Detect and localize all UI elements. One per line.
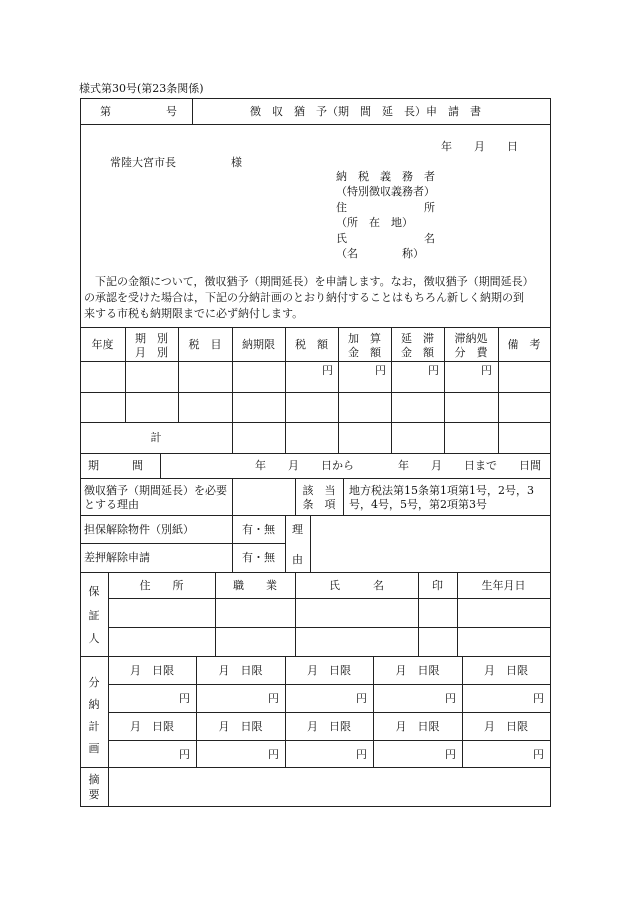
reason-label: 徴収猶予（期間延長）を必要 xyxy=(84,484,227,497)
statement-line-1: 下記の金額について，徴収猶予（期間延長）を申請します。なお，徴収猶予（期間延長） xyxy=(84,275,534,288)
col-late-fee: 延 滞 xyxy=(401,332,434,345)
period-range: 年 月 日から 年 月 日まで 日間 xyxy=(255,459,541,472)
frame-right xyxy=(550,98,551,806)
installment-yen: 円 xyxy=(356,748,367,761)
summary-label: 摘 xyxy=(88,773,100,786)
col-disposition-fee: 滞納処 xyxy=(454,332,488,345)
seizure-release-label: 差押解除申請 xyxy=(84,551,150,564)
installment-deadline: 月 日限 xyxy=(484,720,528,733)
application-number: 第 号 xyxy=(100,105,177,118)
application-date: 年 月 日 xyxy=(441,140,518,153)
special-collector-label: （特別徴収義務者） xyxy=(336,185,435,198)
installment-yen: 円 xyxy=(179,748,190,761)
yen-unit: 円 xyxy=(428,364,439,377)
period-label: 期 間 xyxy=(88,459,143,472)
installment-yen: 円 xyxy=(533,692,544,705)
installment-plan-label: 分 xyxy=(88,676,100,689)
recipient: 常陸大宮市長 様 xyxy=(110,156,242,169)
col-remarks: 備 考 xyxy=(507,338,541,351)
col-period: 期 別 xyxy=(135,332,168,345)
frame-bottom xyxy=(80,806,551,807)
col-due-date: 納期限 xyxy=(242,338,275,351)
statement-line-2: の承認を受けた場合は，下記の分納計画のとおり納付することはもちろん新しく納期の到 xyxy=(84,291,524,304)
tax-deferral-application-form: 様式第30号(第23条関係) 第 号 徴 収 猶 予（期 間 延 長）申 請 書 年 月 日 常陸大宮市長 様 納 税 義 務 者 （特別徴収義務者） 住 所 （所 在 地） 氏 名 （名 称） 下記の金額について，徴収猶予（期間延長）を申請します。なお，徴収猶予（期間延長） の承認を受けた場合は，下記の分納計画のとおり納付することはもちろん新しく納期の到 来する市税も納期限までに必ず納付します。 年度 期 別 月 別 税 目 納期限 税 額 加 算 金 額 延 滞 金 額 滞納処 分 費 備 考 円 円 円 円 計 期 間 年 月 日から 年 月 日まで 日間 徴収猶予（期間延長）を必要 とする理由 該 当 条 項 地方税法第15条第1項第1号，2号，3 号，4号，5号，第2項第3号 担保解除物件（別紙） 有・無 差押解除申請 有・無 理 由 保 証 人 住 所 職 業 氏 名 印 生年月日 分 納 計 画 月 日限 月 日限 月 日限 月 日限 月 日限 円 円 円 円 円 月 日限 月 日限 月 日限 月 日限 月 日限 円 円 円 円 円 摘 要 xyxy=(0,0,630,903)
applicable-clause-label: 該 当 xyxy=(302,484,336,497)
address-label: 住 所 xyxy=(336,201,435,214)
installment-deadline: 月 日限 xyxy=(218,720,263,733)
installment-yen: 円 xyxy=(533,748,544,761)
col-tax-amount: 税 額 xyxy=(295,338,328,351)
form-title: 徴 収 猶 予（期 間 延 長）申 請 書 xyxy=(250,105,481,118)
law-reference: 地方税法第15条第1項第1号，2号，3 xyxy=(349,484,534,497)
col-tax-item: 税 目 xyxy=(188,338,222,351)
guarantor-col-birthdate: 生年月日 xyxy=(481,579,526,592)
name-label: 氏 名 xyxy=(336,232,435,245)
release-reason-label: 理 xyxy=(292,523,303,536)
taxpayer-label: 納 税 義 務 者 xyxy=(336,170,435,183)
seizure-yes-no: 有・無 xyxy=(242,551,275,564)
installment-deadline: 月 日限 xyxy=(395,720,440,733)
guarantor-col-address: 住 所 xyxy=(139,579,184,592)
installment-yen: 円 xyxy=(179,692,190,705)
col-year: 年度 xyxy=(91,338,114,351)
installment-deadline: 月 日限 xyxy=(307,664,351,677)
installment-yen: 円 xyxy=(445,748,456,761)
installment-deadline: 月 日限 xyxy=(395,664,440,677)
col-additional: 加 算 xyxy=(348,332,381,345)
installment-yen: 円 xyxy=(356,692,367,705)
guarantor-col-seal: 印 xyxy=(432,579,443,592)
guarantor-col-occupation: 職 業 xyxy=(233,579,277,592)
installment-deadline: 月 日限 xyxy=(218,664,263,677)
frame-top xyxy=(80,98,550,99)
yen-unit: 円 xyxy=(375,364,386,377)
installment-deadline: 月 日限 xyxy=(307,720,351,733)
yen-unit: 円 xyxy=(322,364,333,377)
statement-line-3: 来する市税も納期限までに必ず納付します。 xyxy=(84,307,304,320)
guarantor-col-name: 氏 名 xyxy=(329,579,384,592)
guarantor-label: 保 xyxy=(88,585,100,598)
designation-label: （名 称） xyxy=(336,247,424,260)
installment-deadline: 月 日限 xyxy=(130,664,174,677)
form-number-label: 様式第30号(第23条関係) xyxy=(79,82,204,95)
installment-yen: 円 xyxy=(445,692,456,705)
total-label: 計 xyxy=(150,431,162,444)
installment-deadline: 月 日限 xyxy=(484,664,528,677)
location-label: （所 在 地） xyxy=(336,216,413,229)
installment-yen: 円 xyxy=(268,748,279,761)
collateral-yes-no: 有・無 xyxy=(242,523,275,536)
installment-deadline: 月 日限 xyxy=(130,720,174,733)
collateral-release-label: 担保解除物件（別紙） xyxy=(84,523,194,536)
yen-unit: 円 xyxy=(481,364,492,377)
installment-yen: 円 xyxy=(268,692,279,705)
